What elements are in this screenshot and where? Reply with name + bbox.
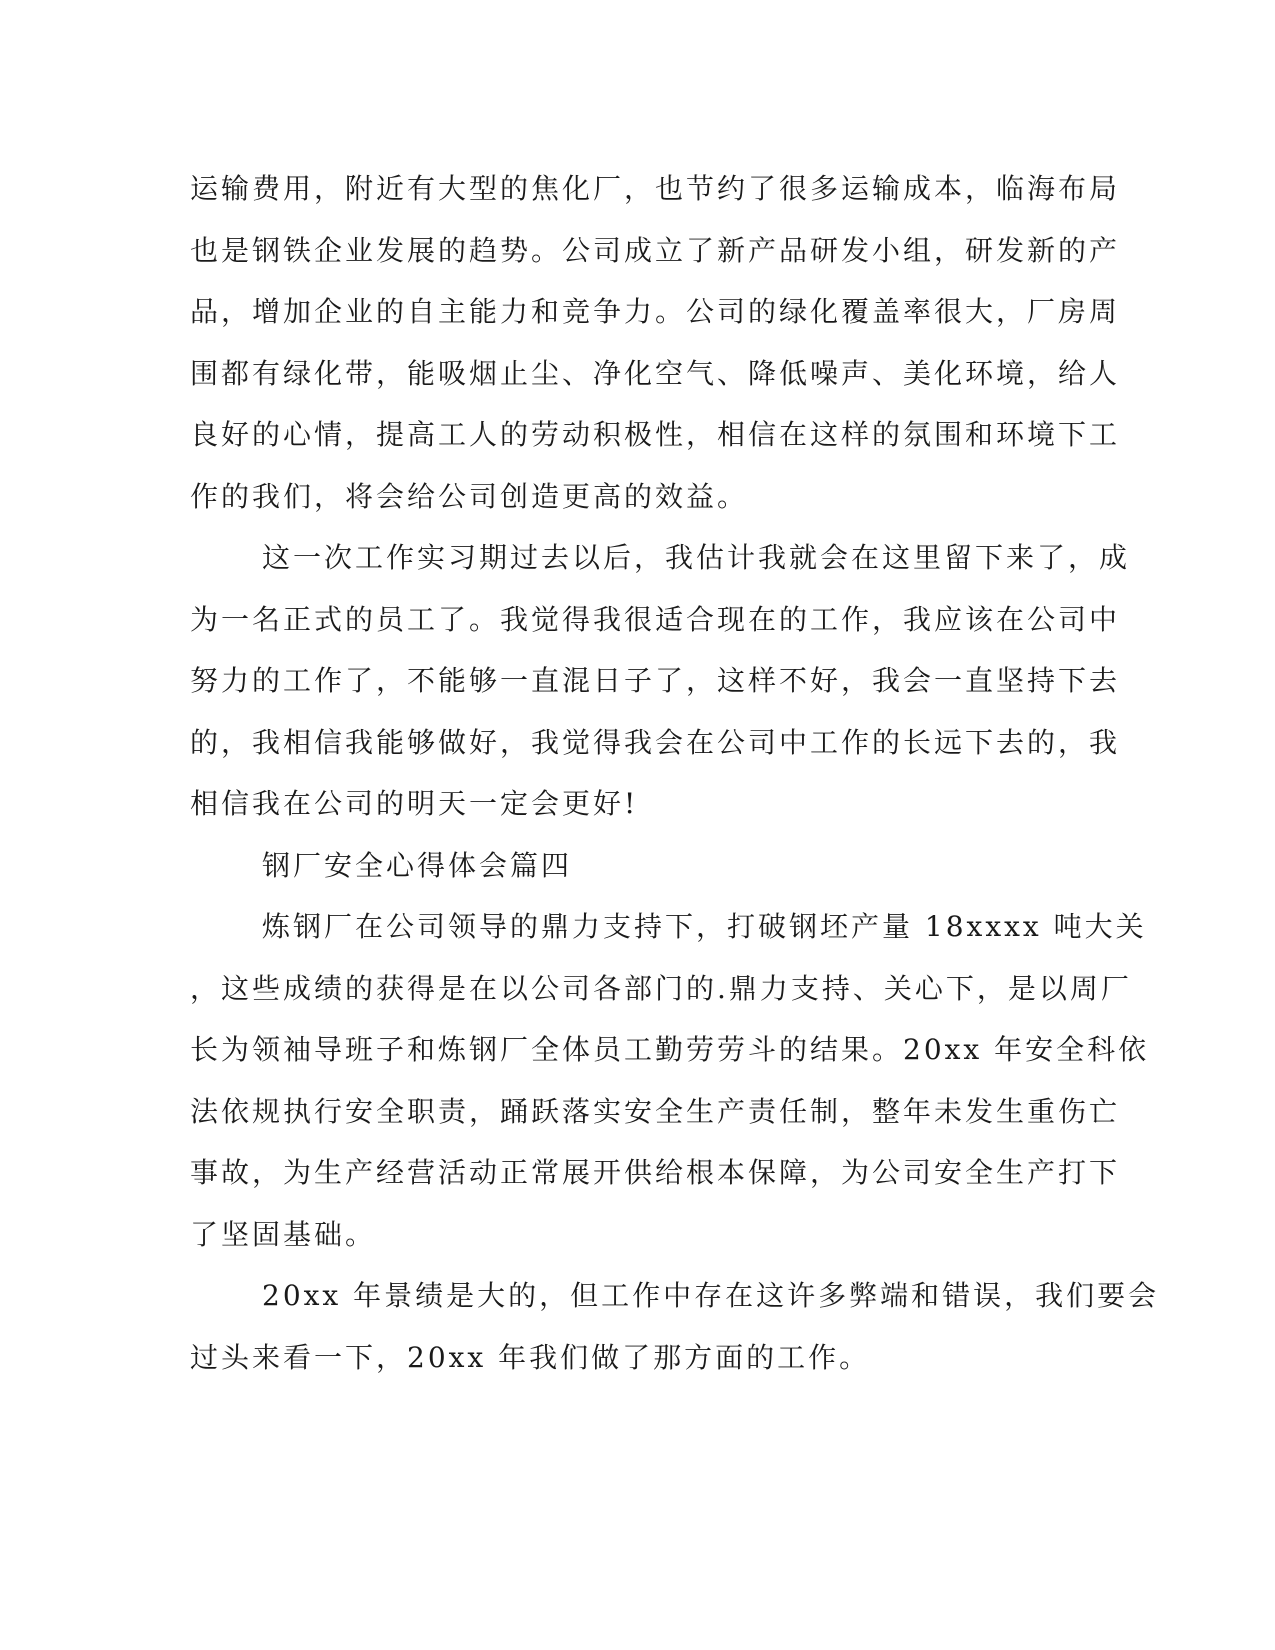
text-line: ，这些成绩的获得是在以公司各部门的.鼎力支持、关心下，是以周厂: [190, 971, 1132, 1005]
text-line: 过头来看一下，20xx 年我们做了那方面的工作。: [190, 1340, 871, 1374]
text-line: 了坚固基础。: [190, 1217, 377, 1251]
text-line: 长为领袖导班子和炼钢厂全体员工勤劳劳斗的结果。20xx 年安全科依: [190, 1033, 1150, 1066]
text-line: 炼钢厂在公司领导的鼎力支持下，打破钢坯产量 18xxxx 吨大关: [262, 910, 1147, 943]
text-line: 作的我们，将会给公司创造更高的效益。: [190, 479, 749, 513]
text-line: 相信我在公司的明天一定会更好!: [190, 787, 639, 820]
text-line: 钢厂安全心得体会篇四: [262, 848, 573, 882]
text-line: 也是钢铁企业发展的趋势。公司成立了新产品研发小组，研发新的产: [190, 233, 1121, 267]
text-line: 为一名正式的员工了。我觉得我很适合现在的工作，我应该在公司中: [190, 602, 1121, 636]
text-line: 努力的工作了，不能够一直混日子了，这样不好，我会一直坚持下去: [190, 664, 1121, 697]
text-line: 良好的心情，提高工人的劳动积极性，相信在这样的氛围和环境下工: [190, 418, 1121, 451]
text-line: 法依规执行安全职责，踊跃落实安全生产责任制，整年未发生重伤亡: [190, 1094, 1121, 1128]
document-body: [190, 158, 1160, 1388]
text-line: 20xx 年景绩是大的，但工作中存在这许多弊端和错误，我们要会: [262, 1279, 1160, 1312]
text-line: 的，我相信我能够做好，我觉得我会在公司中工作的长远下去的，我: [190, 725, 1121, 759]
text-line: 品，增加企业的自主能力和竞争力。公司的绿化覆盖率很大，厂房周: [190, 295, 1121, 328]
text-line: 围都有绿化带，能吸烟止尘、净化空气、降低噪声、美化环境，给人: [190, 356, 1121, 390]
text-line: 运输费用，附近有大型的焦化厂，也节约了很多运输成本，临海布局: [190, 172, 1121, 205]
text-line: 这一次工作实习期过去以后，我估计我就会在这里留下来了，成: [262, 541, 1131, 574]
text-line: 事故，为生产经营活动正常展开供给根本保障，为公司安全生产打下: [190, 1156, 1121, 1189]
